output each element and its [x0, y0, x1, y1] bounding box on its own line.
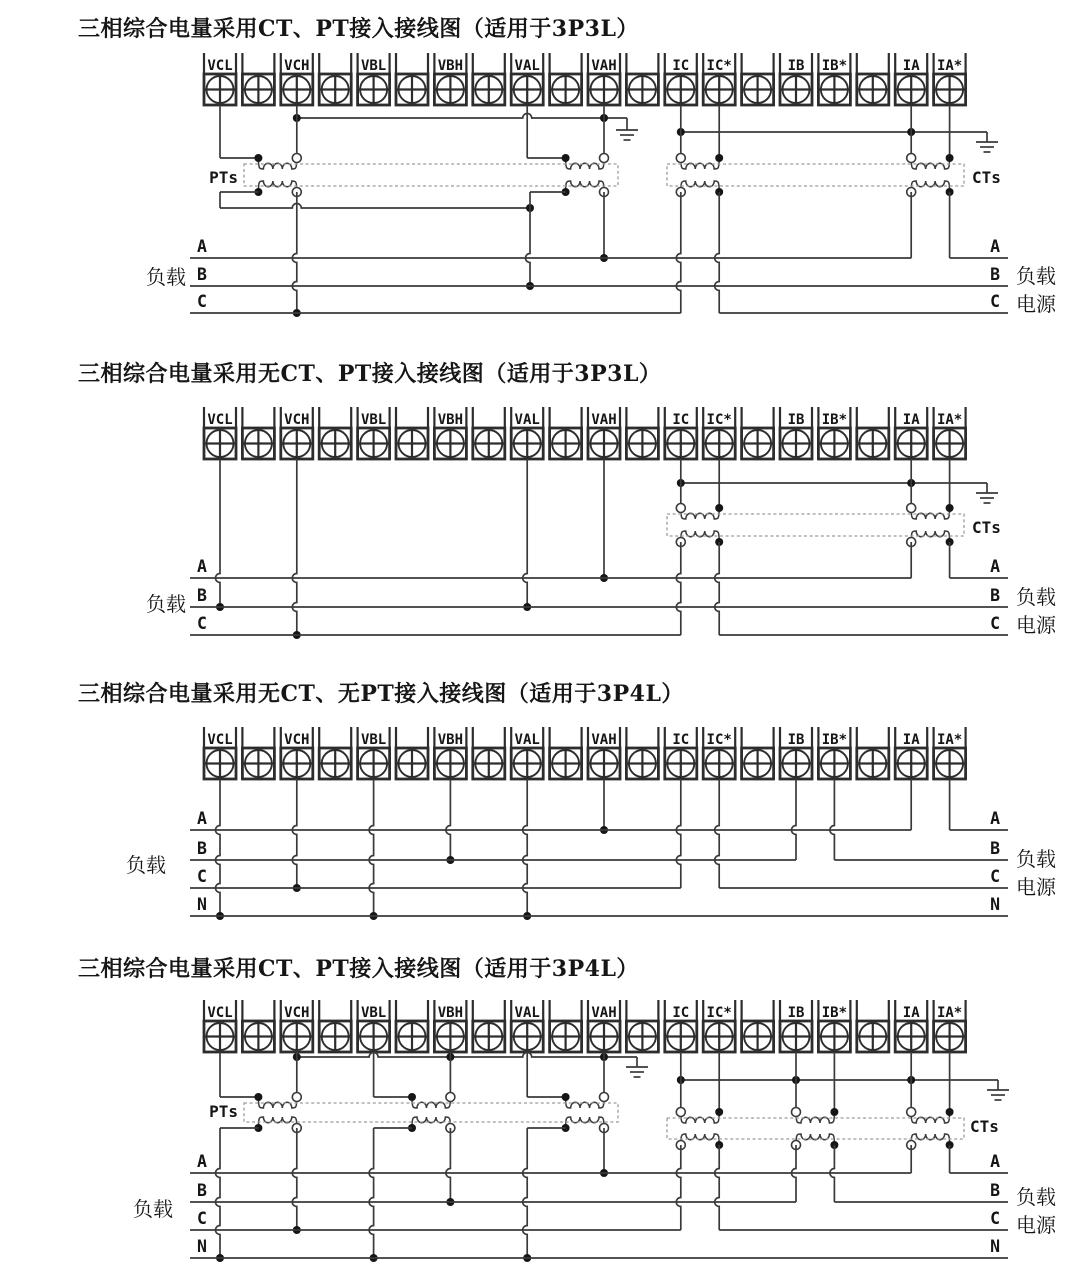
- diagram-4-title: 三相综合电量采用CT、PT接入接线图（适用于3P4L）: [78, 956, 639, 982]
- pt-label: PTs: [209, 168, 238, 187]
- terminal-label: IC: [672, 58, 690, 74]
- wire: [220, 204, 530, 209]
- phase-label: A: [990, 557, 1000, 576]
- pt-label: PTs: [209, 1102, 238, 1121]
- phase-label: B: [990, 839, 1000, 858]
- phase-label: B: [197, 586, 207, 605]
- ct-transformer: [792, 1108, 839, 1150]
- winding-terminal: [792, 1108, 801, 1117]
- pt-transformer: [562, 154, 609, 197]
- winding-terminal: [676, 1108, 685, 1117]
- phase-label: A: [990, 237, 1000, 256]
- terminal-label: VBH: [437, 732, 464, 748]
- diagram-3-title: 三相综合电量采用无CT、无PT接入接线图（适用于3P4L）: [78, 681, 684, 707]
- terminal-label: IA*: [936, 412, 963, 428]
- phase-label: C: [197, 614, 207, 633]
- diagram-2-canvas: [0, 400, 1080, 650]
- phase-label: B: [197, 839, 207, 858]
- terminal-label: VBH: [437, 58, 464, 74]
- terminal-label: VBH: [437, 412, 464, 428]
- junction-dot: [715, 1108, 723, 1116]
- terminal-label: VAH: [591, 732, 617, 748]
- pt-transformer: [254, 1093, 301, 1133]
- wire: [676, 542, 680, 635]
- phase-label: B: [990, 586, 1000, 605]
- ct-transformer: [907, 504, 954, 547]
- wiring: [133, 1052, 1057, 1262]
- phase-label: N: [990, 1237, 1000, 1256]
- terminal-strip: [204, 727, 966, 779]
- wire: [216, 779, 221, 916]
- wire: [446, 779, 451, 860]
- phase-label: C: [990, 292, 1000, 311]
- terminal-label: VCH: [284, 58, 310, 74]
- terminal-label: IC*: [706, 58, 732, 74]
- pt-transformer: [408, 1093, 455, 1133]
- transformer-dashed-box: [667, 514, 964, 536]
- terminal-label: VCL: [207, 732, 233, 748]
- phase-label: B: [197, 1181, 207, 1200]
- terminal-label: IC: [672, 1005, 690, 1021]
- load-source-label: 负载: [1016, 1185, 1056, 1209]
- winding-terminal: [676, 504, 685, 513]
- phase-label: C: [990, 614, 1000, 633]
- terminal-label: IB*: [821, 412, 848, 428]
- terminal-label: IB*: [821, 58, 848, 74]
- junction-dot: [562, 1093, 570, 1101]
- winding-terminal: [907, 1108, 916, 1117]
- load-source-label: 负载: [1016, 585, 1056, 609]
- ground-icon: [616, 130, 638, 140]
- wire: [216, 1128, 221, 1258]
- terminal-label: VBL: [360, 412, 387, 428]
- phase-label: C: [990, 1209, 1000, 1228]
- terminal-label: VAH: [591, 58, 617, 74]
- load-source-label: 电源: [1016, 1213, 1056, 1237]
- diagram-1-canvas: [0, 50, 1080, 340]
- winding-terminal: [676, 154, 685, 163]
- phase-label: A: [990, 1152, 1000, 1171]
- phase-label: C: [197, 292, 207, 311]
- terminal-label: VCH: [284, 732, 310, 748]
- phase-label: A: [197, 557, 207, 576]
- wire: [676, 1145, 680, 1230]
- terminal-label: VAL: [514, 58, 540, 74]
- wire: [297, 114, 627, 119]
- junction-dot: [562, 154, 570, 162]
- wire: [523, 459, 528, 607]
- terminal-label: IC: [672, 412, 690, 428]
- junction-dot: [254, 1093, 262, 1101]
- terminal-label: IA: [902, 58, 920, 74]
- terminal-label: IC: [672, 732, 690, 748]
- wire: [792, 779, 797, 860]
- ct-transformer: [676, 1108, 723, 1150]
- phase-label: N: [197, 1237, 207, 1256]
- terminal-label: VAH: [591, 412, 617, 428]
- terminal-label: IA*: [936, 1005, 963, 1021]
- ct-label: CTs: [970, 1117, 999, 1136]
- junction-dot: [715, 504, 723, 512]
- load-source-label: 电源: [1016, 875, 1056, 899]
- wire: [369, 779, 374, 916]
- ct-transformer: [907, 1108, 954, 1150]
- phase-label: A: [197, 809, 207, 828]
- ground-icon: [987, 1090, 1009, 1100]
- wire: [715, 542, 720, 635]
- terminal-label: VAH: [591, 1005, 617, 1021]
- terminal-label: IA: [902, 732, 920, 748]
- terminal-label: VCL: [207, 58, 233, 74]
- wire: [715, 192, 720, 313]
- transformer-dashed-box: [667, 164, 964, 186]
- load-source-label: 负载: [1016, 264, 1056, 288]
- wire: [676, 192, 680, 313]
- terminal-label: IA: [902, 1005, 920, 1021]
- wire: [446, 1128, 451, 1202]
- terminal-label: IA: [902, 412, 920, 428]
- load-label: 负载: [133, 1197, 173, 1221]
- terminal-label: IC*: [706, 1005, 732, 1021]
- ct-label: CTs: [972, 518, 1001, 537]
- terminal-label: VAL: [514, 732, 540, 748]
- terminal-label: VAL: [514, 1005, 540, 1021]
- wiring: [146, 459, 1057, 639]
- terminal-label: IC*: [706, 732, 732, 748]
- pt-transformer: [254, 154, 301, 197]
- terminal-label: VBL: [360, 58, 387, 74]
- junction-dot: [715, 154, 723, 162]
- ct-transformer: [676, 504, 723, 547]
- junction-dot: [946, 1108, 954, 1116]
- wire: [292, 459, 297, 635]
- diagram-2-title: 三相综合电量采用无CT、PT接入接线图（适用于3P3L）: [78, 361, 662, 387]
- transformer-dashed-box: [244, 1103, 618, 1122]
- load-label: 负载: [146, 265, 186, 289]
- wire: [292, 1128, 297, 1230]
- wire: [369, 1128, 374, 1258]
- diagram-3-canvas: [0, 720, 1080, 930]
- wire: [715, 1145, 720, 1230]
- diagram-4-canvas: [0, 995, 1080, 1282]
- junction-dot: [408, 1093, 416, 1101]
- junction-dot: [946, 154, 954, 162]
- wiring: [146, 105, 1057, 317]
- terminal-label: IB*: [821, 1005, 848, 1021]
- wiring: [126, 779, 1057, 920]
- winding-terminal: [446, 1093, 455, 1102]
- junction-dot: [946, 504, 954, 512]
- load-label: 负载: [126, 853, 166, 877]
- ct-transformer: [907, 154, 954, 197]
- terminal-label: VBL: [360, 1005, 387, 1021]
- phase-label: C: [197, 867, 207, 886]
- terminal-label: VCL: [207, 1005, 233, 1021]
- load-label: 负载: [146, 592, 186, 616]
- wire: [292, 192, 297, 313]
- wire: [830, 779, 835, 860]
- phase-label: A: [197, 1152, 207, 1171]
- phase-label: B: [990, 265, 1000, 284]
- phase-label: C: [197, 1209, 207, 1228]
- pt-transformer: [562, 1093, 609, 1133]
- winding-terminal: [600, 1093, 609, 1102]
- terminal-strip: [204, 407, 966, 459]
- phase-label: N: [197, 895, 207, 914]
- wire: [523, 779, 528, 916]
- phase-label: N: [990, 895, 1000, 914]
- transformer-dashed-box: [244, 164, 618, 186]
- terminal-label: IB*: [821, 732, 848, 748]
- terminal-label: IA*: [936, 732, 963, 748]
- terminal-label: IC*: [706, 412, 732, 428]
- winding-terminal: [292, 1093, 301, 1102]
- phase-label: B: [197, 265, 207, 284]
- terminal-label: IB: [787, 1005, 805, 1021]
- wire: [715, 779, 720, 888]
- terminal-label: VCL: [207, 412, 233, 428]
- winding-terminal: [600, 154, 609, 163]
- phase-label: B: [990, 1181, 1000, 1200]
- load-source-label: 电源: [1016, 292, 1056, 316]
- ground-icon: [976, 493, 998, 503]
- junction-dot: [830, 1108, 838, 1116]
- load-source-label: 负载: [1016, 847, 1056, 871]
- phase-label: A: [197, 237, 207, 256]
- winding-terminal: [292, 154, 301, 163]
- wire: [292, 779, 297, 888]
- terminal-strip: [204, 1000, 966, 1052]
- ct-transformer: [676, 154, 723, 197]
- winding-terminal: [907, 154, 916, 163]
- phase-label: A: [990, 809, 1000, 828]
- terminal-label: VAL: [514, 412, 540, 428]
- terminal-label: IB: [787, 732, 805, 748]
- ct-label: CTs: [972, 168, 1001, 187]
- ground-icon: [976, 142, 998, 152]
- terminal-label: IB: [787, 58, 805, 74]
- transformer-dashed-box: [667, 1118, 964, 1139]
- load-source-label: 电源: [1016, 613, 1056, 637]
- terminal-label: IB: [787, 412, 805, 428]
- terminal-label: VBH: [437, 1005, 464, 1021]
- terminal-label: VCH: [284, 412, 310, 428]
- terminal-label: VBL: [360, 732, 387, 748]
- wire: [523, 1128, 528, 1258]
- wire: [676, 779, 680, 888]
- winding-terminal: [907, 504, 916, 513]
- junction-dot: [254, 154, 262, 162]
- wire: [216, 459, 221, 607]
- terminal-strip: [204, 53, 966, 105]
- diagram-1-title: 三相综合电量采用CT、PT接入接线图（适用于3P3L）: [78, 16, 639, 42]
- ground-icon: [626, 1067, 648, 1077]
- terminal-label: VCH: [284, 1005, 310, 1021]
- phase-label: C: [990, 867, 1000, 886]
- terminal-label: IA*: [936, 58, 963, 74]
